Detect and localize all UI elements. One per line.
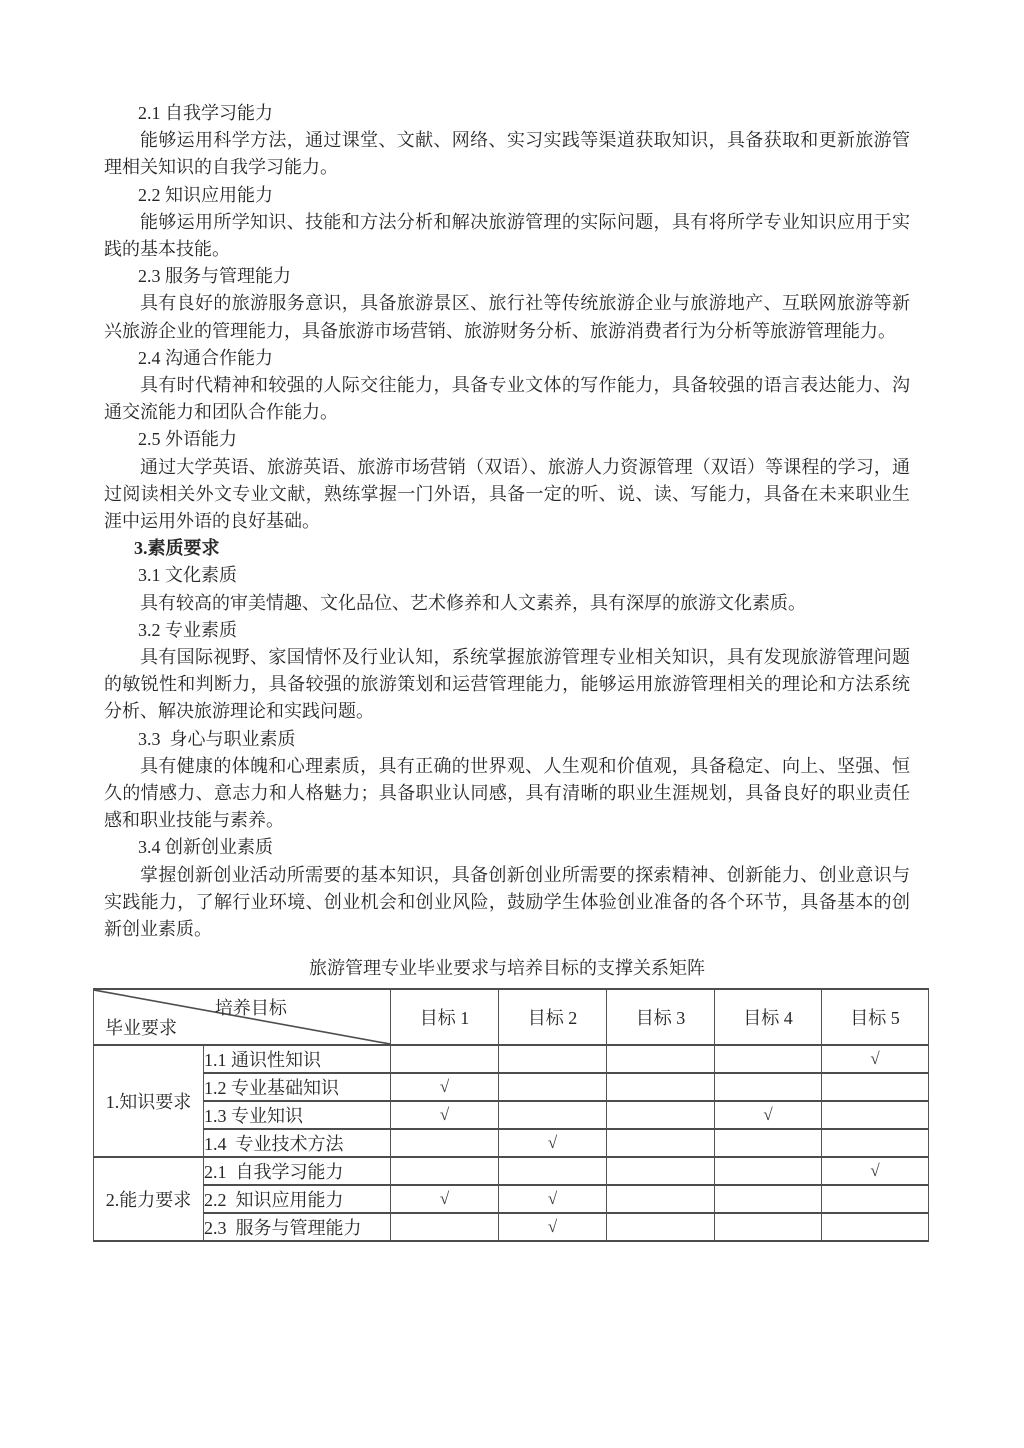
heading-3: 3.素质要求 (134, 538, 220, 559)
column-header-goal-2: 目标 2 (499, 989, 607, 1045)
mark-cell: √ (822, 1157, 929, 1185)
heading-2-4: 2.4 沟通合作能力 (138, 347, 273, 368)
mark-cell (391, 1213, 499, 1241)
heading-2-1: 2.1 自我学习能力 (138, 103, 273, 123)
heading-2-3: 2.3 服务与管理能力 (138, 266, 291, 287)
body-2-2: 能够运用所学知识、技能和方法分析和解决旅游管理的实际问题，具有将所学专业知识应用于实践的基本技能。 (104, 211, 910, 260)
mark-cell (822, 1073, 929, 1101)
body-3-2: 具有国际视野、家国情怀及行业认知，系统掌握旅游管理专业相关知识，具有发现旅游管理问题的敏锐性和判断力，具备较强的旅游策划和运营管理能力，能够运用旅游管理相关的理论和方法系统分析、解决旅游理论和实践问题。 (104, 647, 910, 722)
heading-3-4: 3.4 创新创业素质 (138, 837, 273, 858)
mark-cell: √ (715, 1101, 822, 1129)
mark-cell (607, 1045, 715, 1073)
column-header-goal-5: 目标 5 (822, 989, 929, 1045)
heading-2-2: 2.2 知识应用能力 (138, 184, 273, 205)
mark-cell (715, 1185, 822, 1213)
table-row (94, 1101, 929, 1129)
mark-cell (499, 1045, 607, 1073)
mark-cell (607, 1101, 715, 1129)
matrix-header-row (94, 989, 929, 1045)
mark-cell (607, 1185, 715, 1213)
document-body-text (104, 100, 910, 981)
table-row (94, 1073, 929, 1101)
heading-2-5: 2.5 外语能力 (138, 429, 237, 450)
row-label-cell: 2.1 自我学习能力 (204, 1157, 391, 1185)
mark-cell: √ (391, 1185, 499, 1213)
body-2-1: 能够运用科学方法，通过课堂、文献、网络、实习实践等渠道获取知识，具备获取和更新旅游管理相关知识的自我学习能力。 (104, 130, 910, 178)
mark-cell (499, 1157, 607, 1185)
mark-cell: √ (391, 1101, 499, 1129)
mark-cell (391, 1045, 499, 1073)
row-label-cell: 1.1 通识性知识 (204, 1045, 391, 1073)
corner-label-requirements: 毕业要求 (105, 1018, 177, 1038)
mark-cell (499, 1073, 607, 1101)
mark-cell (607, 1213, 715, 1241)
mark-cell (607, 1129, 715, 1157)
heading-3-1: 3.1 文化素质 (138, 565, 237, 586)
table-row (94, 1129, 929, 1157)
heading-3-2: 3.2 专业素质 (138, 619, 237, 640)
mark-cell: √ (822, 1045, 929, 1073)
mark-cell (822, 1101, 929, 1129)
body-2-4: 具有时代精神和较强的人际交往能力，具备专业文体的写作能力，具备较强的语言表达能力、沟通交流能力和团队合作能力。 (104, 375, 910, 423)
table-title: 旅游管理专业毕业要求与培养目标的支撑关系矩阵 (309, 958, 705, 979)
mark-cell (391, 1129, 499, 1157)
group-cell-knowledge: 1.知识要求 (94, 1045, 204, 1157)
body-2-3: 具有良好的旅游服务意识，具备旅游景区、旅行社等传统旅游企业与旅游地产、互联网旅游等新兴旅游企业的管理能力，具备旅游市场营销、旅游财务分析、旅游消费者行为分析等旅游管理能力。 (104, 293, 910, 341)
mark-cell: √ (391, 1073, 499, 1101)
mark-cell (607, 1157, 715, 1185)
table-row (94, 1045, 929, 1073)
group-cell-ability: 2.能力要求 (94, 1157, 204, 1241)
row-label-cell: 2.3 服务与管理能力 (204, 1213, 391, 1241)
mark-cell (715, 1129, 822, 1157)
column-header-goal-3: 目标 3 (607, 989, 715, 1045)
mark-cell (822, 1213, 929, 1241)
support-matrix-table (93, 988, 929, 1242)
mark-cell: √ (499, 1185, 607, 1213)
mark-cell (715, 1073, 822, 1101)
row-label-cell: 1.2 专业基础知识 (204, 1073, 391, 1101)
mark-cell (715, 1157, 822, 1185)
corner-label-objectives: 培养目标 (214, 998, 287, 1018)
mark-cell (499, 1101, 607, 1129)
mark-cell (822, 1129, 929, 1157)
table-row (94, 1213, 929, 1241)
mark-cell (715, 1045, 822, 1073)
column-header-goal-1: 目标 1 (391, 989, 499, 1045)
support-matrix (93, 988, 928, 1242)
mark-cell: √ (499, 1213, 607, 1241)
row-label-cell: 1.3 专业知识 (204, 1101, 391, 1129)
table-row (94, 1185, 929, 1213)
body-3-1: 具有较高的审美情趣、文化品位、艺术修养和人文素养，具有深厚的旅游文化素质。 (140, 592, 806, 613)
table-row (94, 1157, 929, 1185)
corner-cell (94, 989, 391, 1045)
heading-3-3: 3.3 身心与职业素质 (138, 728, 296, 749)
body-2-5: 通过大学英语、旅游英语、旅游市场营销（双语）、旅游人力资源管理（双语）等课程的学习，通过阅读相关外文专业文献，熟练掌握一门外语，具备一定的听、说、读、写能力，具备在未来职业生涯中运用外语的良好基础。 (104, 456, 910, 532)
body-3-3: 具有健康的体魄和心理素质，具有正确的世界观、人生观和价值观，具备稳定、向上、坚强、恒久的情感力、意志力和人格魅力；具备职业认同感，具有清晰的职业生涯规划，具备良好的职业责任感和职业技能与素养。 (104, 755, 910, 831)
column-header-goal-4: 目标 4 (715, 989, 822, 1045)
mark-cell (607, 1073, 715, 1101)
row-label-cell: 2.2 知识应用能力 (204, 1185, 391, 1213)
mark-cell (391, 1157, 499, 1185)
mark-cell: √ (499, 1129, 607, 1157)
row-label-cell: 1.4 专业技术方法 (204, 1129, 391, 1157)
body-3-4: 掌握创新创业活动所需要的基本知识，具备创新创业所需要的探索精神、创新能力、创业意识与实践能力，了解行业环境、创业机会和创业风险，鼓励学生体验创业准备的各个环节，具备基本的创新创业素质。 (104, 864, 910, 940)
mark-cell (715, 1213, 822, 1241)
mark-cell (822, 1185, 929, 1213)
